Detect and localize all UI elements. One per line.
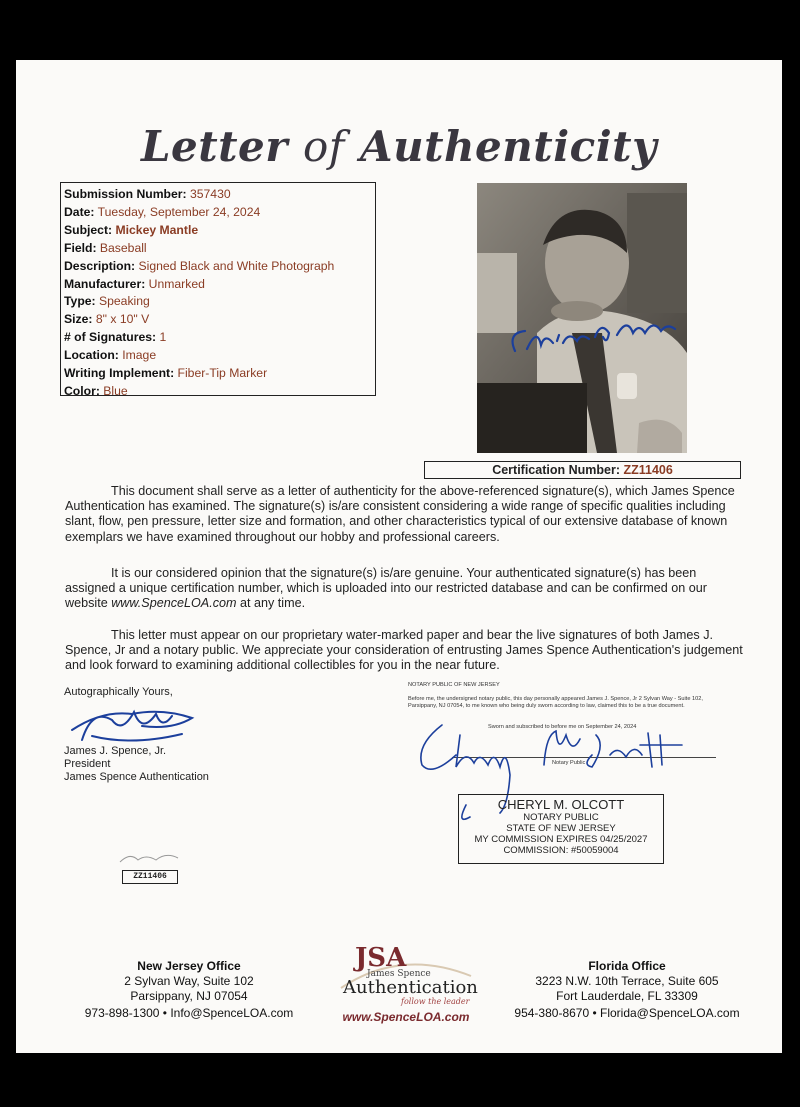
fl-office xyxy=(504,959,750,1021)
detail-row: Date: Tuesday, September 24, 2024 xyxy=(64,204,261,219)
nj-office-contact: 973-898-1300 • Info@SpenceLOA.com xyxy=(84,1006,294,1020)
initials-mark-icon xyxy=(116,850,186,868)
detail-row: Location: Image xyxy=(64,348,157,363)
notary-state: STATE OF NEW JERSEY xyxy=(506,823,616,834)
spence-signature-icon xyxy=(62,700,202,750)
svg-text:follow the leader: follow the leader xyxy=(401,997,470,1006)
certification-number: Certification Number: ZZ11406 xyxy=(424,461,741,479)
notary-expiry: MY COMMISSION EXPIRES 04/25/2027 xyxy=(474,834,648,845)
fl-office-line2: Fort Lauderdale, FL 33309 xyxy=(556,989,698,1003)
svg-text:Authentication: Authentication xyxy=(343,977,478,998)
notary-statement: Before me, the undersigned notary public, this day personally appeared James J. Spence, Jr 2 Sylvan Way - Suite 102, Parsippany, NJ 07054, to me known who being duly sworn according to law, claimed this to be a true document. xyxy=(408,696,703,709)
detail-row: Submission Number: 357430 xyxy=(64,187,231,201)
notary-seal xyxy=(458,794,664,864)
fl-office-contact: 954-380-8670 • Florida@SpenceLOA.com xyxy=(514,1006,740,1020)
notary-title: NOTARY PUBLIC xyxy=(523,812,599,823)
website-link: www.SpenceLOA.com xyxy=(111,596,237,611)
paragraph-examination: This document shall serve as a letter of authenticity for the above-referenced signature(s), which James Spence Authentication has examined. The signature(s) is/are consistent considering a wide range of specific qualities including slant, flow, pen pressure, letter size and formation, and other characteristics typical of our extensive database of known exemplars we have examined throughout our hobby and professional careers. xyxy=(65,484,735,544)
notary-label: Notary Public xyxy=(552,760,586,766)
nj-office-title: New Jersey Office xyxy=(137,959,241,973)
svg-text:JSA: JSA xyxy=(355,943,407,973)
fl-office-line1: 3223 N.W. 10th Terrace, Suite 605 xyxy=(535,974,719,988)
certification-stamp: ZZ11406 xyxy=(122,870,178,884)
nj-office-line1: 2 Sylvan Way, Suite 102 xyxy=(124,974,254,988)
paragraph-opinion: It is our considered opinion that the signature(s) is/are genuine. Your authenticated signature(s) has been assigned a unique certification number, which is uploaded into our restricted database and can be confirmed on our website www.SpenceLOA.com at any time. xyxy=(65,566,707,611)
notary-header: NOTARY PUBLIC OF NEW JERSEY xyxy=(408,682,500,688)
detail-row: Subject: Mickey Mantle xyxy=(64,222,199,237)
detail-row: Color: Blue xyxy=(64,383,128,398)
page-title: Letter of Authenticity xyxy=(140,122,657,171)
detail-row: Manufacturer: Unmarked xyxy=(64,276,205,291)
signer-role: President xyxy=(64,758,111,770)
signoff-closing: Autographically Yours, xyxy=(64,686,173,698)
signer-name: James J. Spence, Jr. xyxy=(64,745,167,757)
detail-row: Field: Baseball xyxy=(64,240,147,255)
svg-text:James Spence: James Spence xyxy=(367,969,431,979)
paragraph-requirements: This letter must appear on our proprietary water-marked paper and bear the live signatures of both James J. Spence, Jr and a notary public. We appreciate your consideration of entrusting James Spence Authentication's judgement and look forward to examining additional collectibles for you in the near future. xyxy=(65,628,743,673)
details-box xyxy=(60,182,376,396)
detail-row: # of Signatures: 1 xyxy=(64,330,167,345)
nj-office xyxy=(66,959,312,1021)
detail-row: Type: Speaking xyxy=(64,294,150,309)
nj-office-line2: Parsippany, NJ 07054 xyxy=(130,989,248,1003)
mantle-signature-icon xyxy=(477,293,687,373)
detail-row: Writing Implement: Fiber-Tip Marker xyxy=(64,366,268,381)
logo-website: www.SpenceLOA.com xyxy=(342,1010,470,1024)
letter-paper xyxy=(16,60,782,1053)
detail-row: Size: 8" x 10" V xyxy=(64,312,150,327)
detail-row: Description: Signed Black and White Photograph xyxy=(64,258,335,273)
notary-name: CHERYL M. OLCOTT xyxy=(497,797,625,812)
notary-commission: COMMISSION: #50059004 xyxy=(503,845,619,856)
signed-photograph xyxy=(477,183,687,453)
notary-sworn: Sworn and subscribed to before me on September 24, 2024 xyxy=(488,724,637,730)
signer-company: James Spence Authentication xyxy=(64,771,209,783)
fl-office-title: Florida Office xyxy=(588,959,666,973)
